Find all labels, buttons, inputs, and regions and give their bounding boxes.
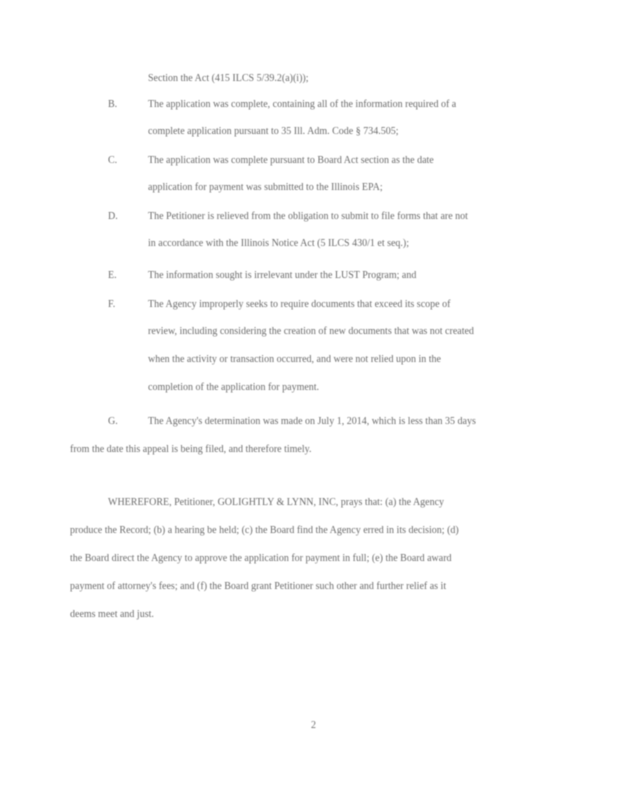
item-marker-d: D. — [108, 211, 118, 222]
item-g-line-1: The Agency's determination was made on July 1, 2014, which is less than 35 days — [148, 416, 476, 427]
prayer-line-4: payment of attorney's fees; and (f) the Board grant Petitioner such other and further relief as it — [70, 581, 447, 592]
item-f-line-1: The Agency improperly seeks to require documents that exceed its scope of — [148, 299, 451, 310]
prayer-line-2: produce the Record; (b) a hearing be held; (c) the Board find the Agency erred in its decision; (d) — [70, 525, 459, 536]
item-g-line-2: from the date this appeal is being filed, and therefore timely. — [70, 444, 312, 455]
continuation-line: Section the Act (415 ILCS 5/39.2(a)(i)); — [148, 73, 309, 84]
item-e-line-1: The information sought is irrelevant under the LUST Program; and — [148, 270, 417, 281]
item-marker-e: E. — [108, 270, 117, 281]
item-marker-b: B. — [108, 99, 118, 110]
item-d-line-1: The Petitioner is relieved from the obligation to submit to file forms that are not — [148, 211, 468, 222]
item-d-line-2: in accordance with the Illinois Notice Act (5 ILCS 430/1 et seq.); — [148, 238, 410, 249]
page-number: 2 — [311, 720, 316, 731]
item-marker-c: C. — [108, 155, 118, 166]
item-marker-g: G. — [108, 416, 118, 427]
item-c-line-2: application for payment was submitted to the Illinois EPA; — [148, 182, 383, 193]
item-marker-f: F. — [108, 299, 116, 310]
item-f-line-3: when the activity or transaction occurred, and were not relied upon in the — [148, 354, 441, 365]
item-f-line-4: completion of the application for payment. — [148, 382, 320, 393]
item-b-line-2: complete application pursuant to 35 Ill. Adm. Code § 734.505; — [148, 126, 399, 137]
item-c-line-1: The application was complete pursuant to Board Act section as the date — [148, 155, 434, 166]
prayer-line-3: the Board direct the Agency to approve the application for payment in full; (e) the Board award — [70, 553, 452, 564]
item-f-line-2: review, including considering the creation of new documents that was not created — [148, 326, 474, 337]
prayer-line-1: WHEREFORE, Petitioner, GOLIGHTLY & LYNN, INC, prays that: (a) the Agency — [108, 497, 445, 508]
item-b-line-1: The application was complete, containing all of the information required of a — [148, 99, 457, 110]
prayer-line-5: deems meet and just. — [70, 609, 154, 620]
